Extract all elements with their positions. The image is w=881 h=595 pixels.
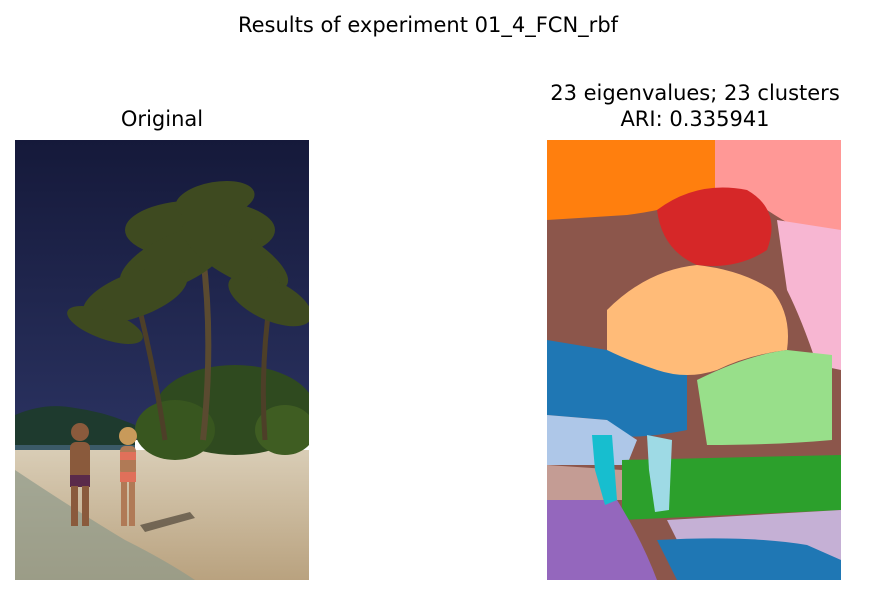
original-title: Original [120, 107, 204, 131]
original-image [15, 140, 309, 580]
cluster-map [547, 140, 841, 580]
cluster-region [547, 340, 607, 420]
clusters-title [470, 80, 881, 132]
clusters-title-line2: ARI: 0.335941 [620, 107, 770, 131]
clusters-title-line1: 23 eigenvalues; 23 clusters [550, 81, 840, 105]
figure-suptitle: Results of experiment 01_4_FCN_rbf [237, 13, 619, 37]
